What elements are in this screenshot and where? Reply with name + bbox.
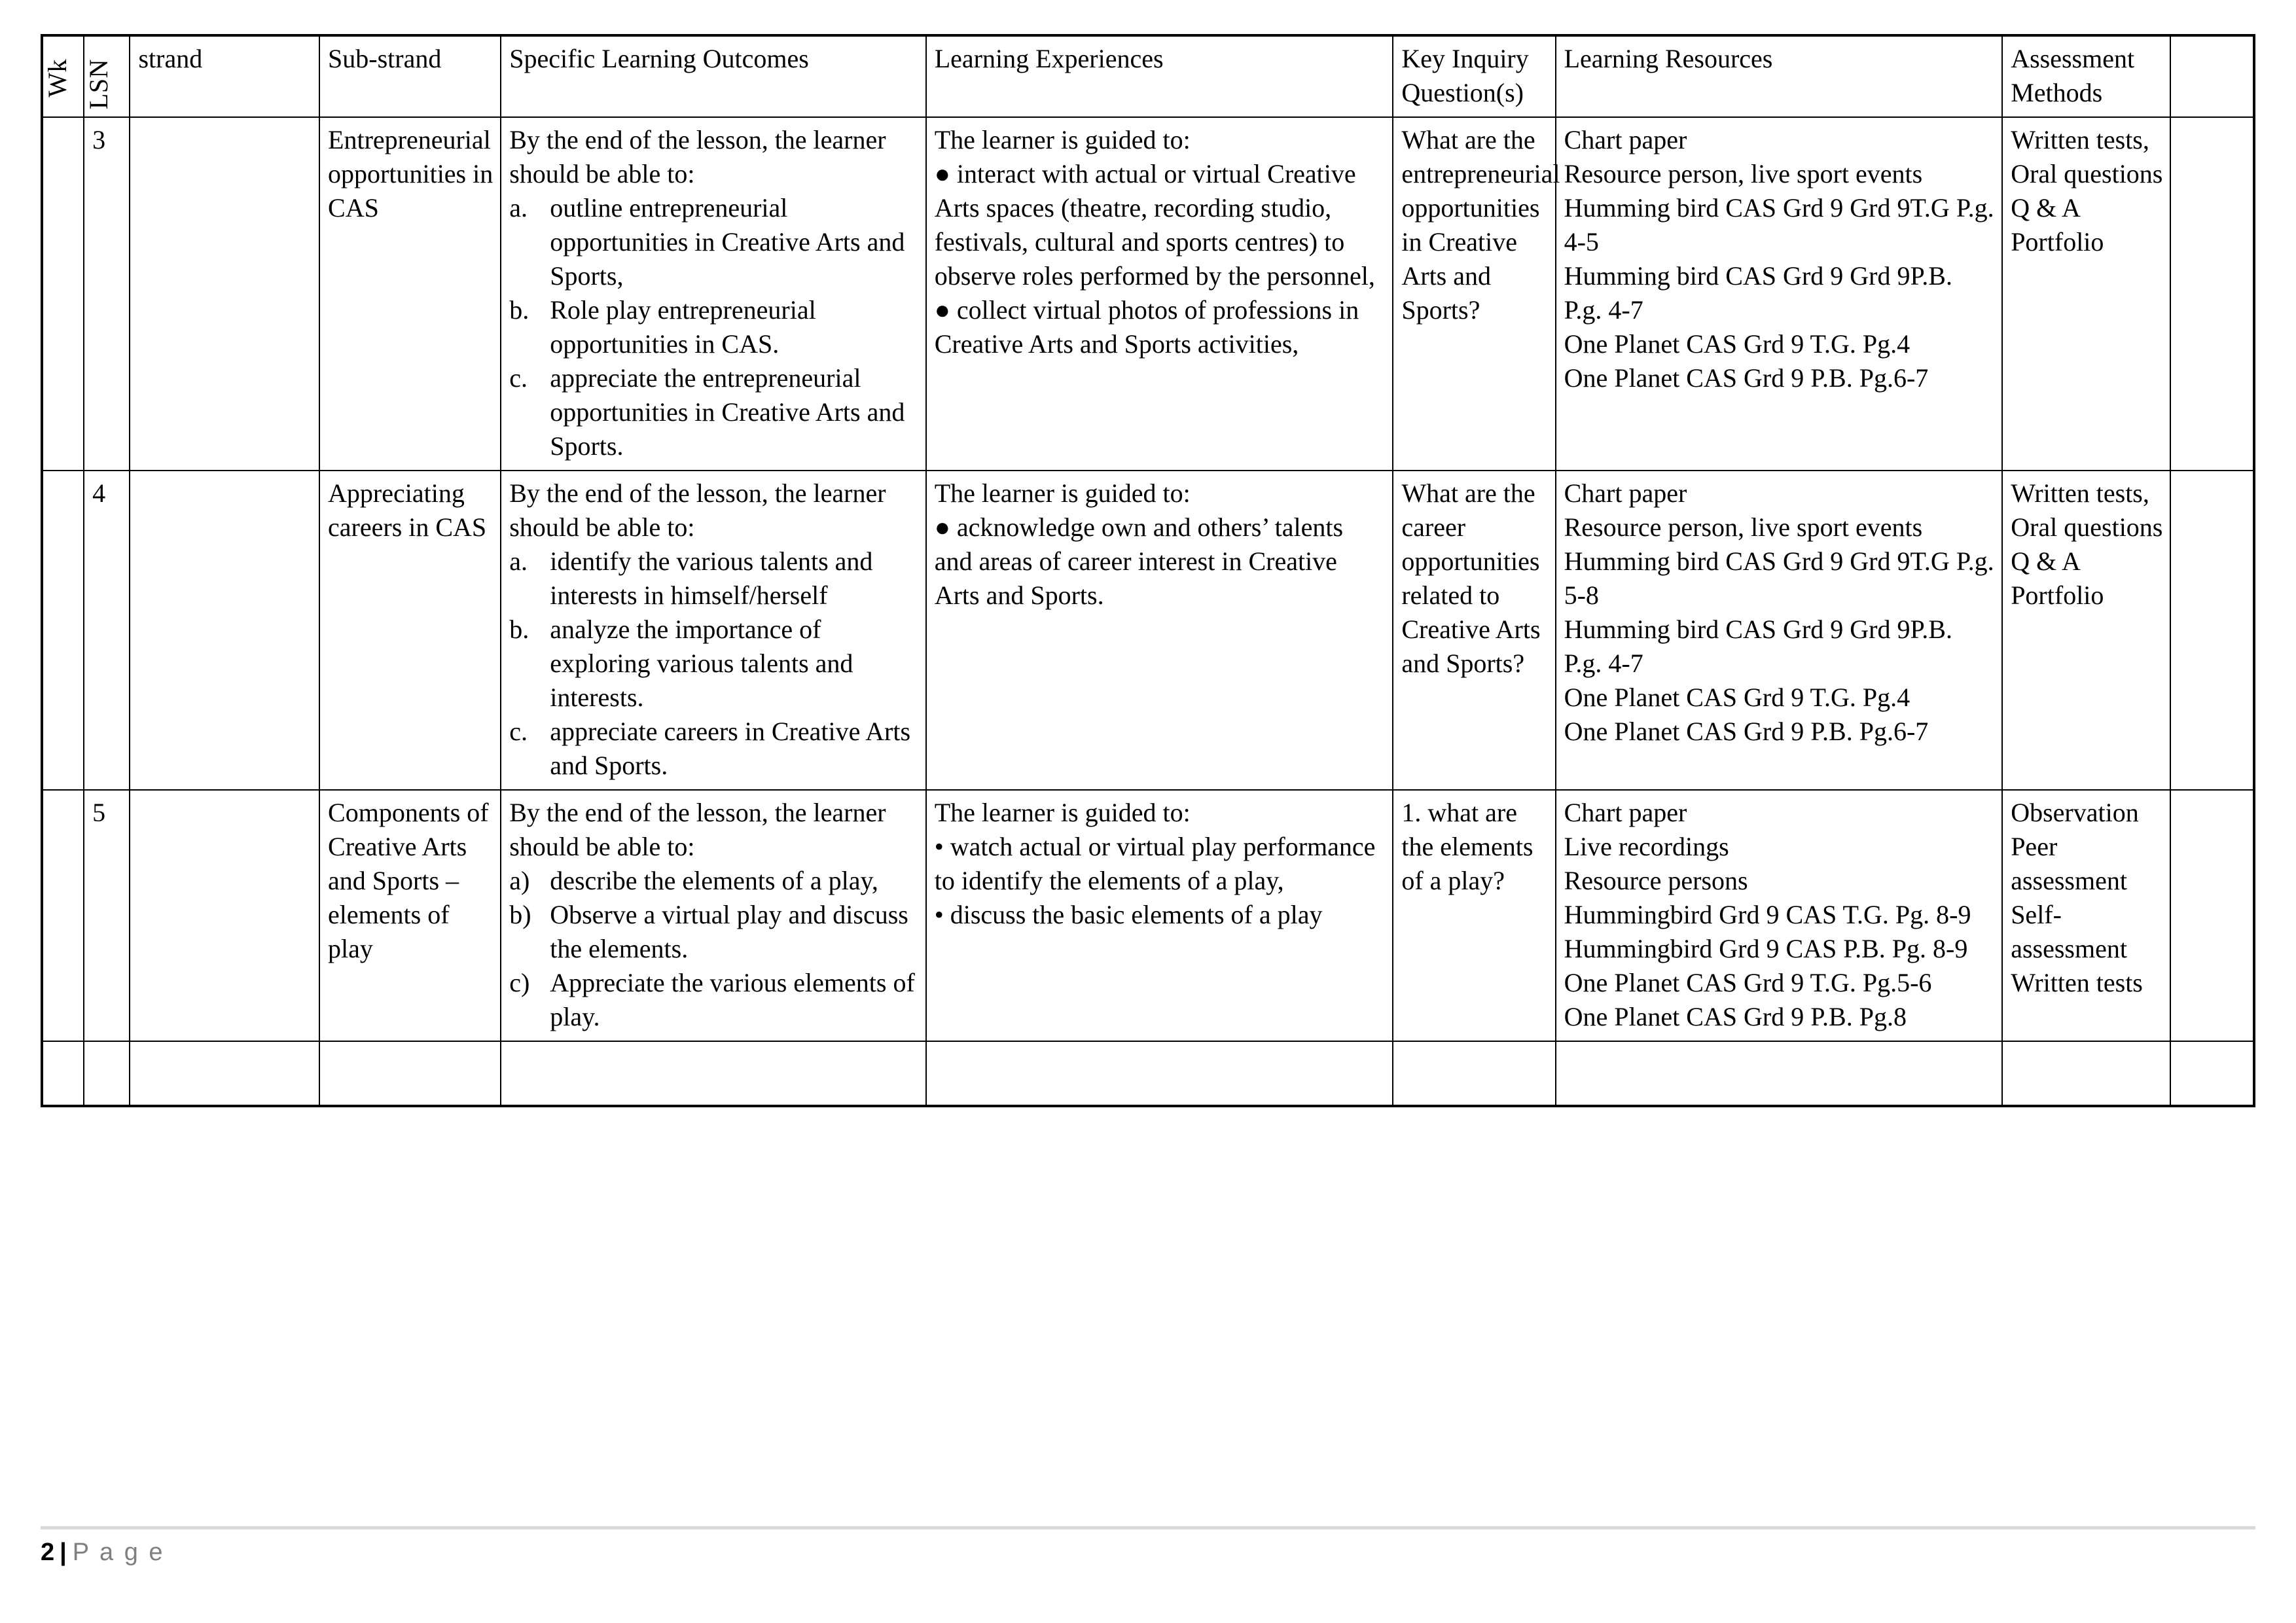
cell-strand bbox=[130, 790, 319, 1041]
slo-item-marker: c) bbox=[509, 968, 530, 997]
cell-sub-strand: Components of Creative Arts and Sports – elements of play bbox=[319, 790, 501, 1041]
slo-list-item bbox=[509, 613, 919, 715]
slo-list-item bbox=[509, 898, 919, 966]
slo-item-marker: a. bbox=[509, 193, 528, 223]
learning-experience-item bbox=[935, 157, 1386, 293]
cell-empty bbox=[42, 1041, 84, 1106]
learning-experiences-list bbox=[935, 830, 1386, 932]
slo-list bbox=[509, 544, 919, 783]
slo-list-item bbox=[509, 715, 919, 783]
learning-experiences-intro: The learner is guided to: bbox=[934, 125, 1191, 154]
cell-learning-experiences bbox=[926, 117, 1393, 471]
cell-key-inquiry-question: 1. what are the elements of a play? bbox=[1393, 790, 1555, 1041]
cell-reflection bbox=[2170, 790, 2254, 1041]
cell-specific-learning-outcomes bbox=[501, 117, 926, 471]
assessment-method-line: Peer assessment bbox=[2011, 832, 2127, 895]
learning-resource-line: Hummingbird Grd 9 CAS P.B. Pg. 8-9 bbox=[1564, 934, 1968, 963]
slo-list-item bbox=[509, 293, 919, 361]
slo-item-marker: c. bbox=[509, 717, 528, 746]
page-footer bbox=[41, 1526, 2255, 1567]
column-header-wk bbox=[42, 35, 84, 117]
cell-sub-strand: Appreciating careers in CAS bbox=[319, 471, 501, 790]
cell-strand bbox=[130, 117, 319, 471]
column-header-reflection bbox=[2170, 35, 2254, 117]
slo-list-item bbox=[509, 864, 919, 898]
learning-resource-line: One Planet CAS Grd 9 T.G. Pg.4 bbox=[1564, 329, 1910, 359]
assessment-method-line: Q & A bbox=[2011, 193, 2081, 223]
cell-lesson-number: 4 bbox=[84, 471, 130, 790]
assessment-method-line: Written tests, bbox=[2011, 125, 2149, 154]
cell-learning-resources bbox=[1556, 117, 2003, 471]
slo-item-text: Observe a virtual play and discuss the elements. bbox=[550, 900, 908, 963]
learning-experience-item bbox=[935, 293, 1386, 361]
learning-resource-line: One Planet CAS Grd 9 T.G. Pg.4 bbox=[1564, 683, 1910, 712]
footer-separator: | bbox=[60, 1539, 69, 1566]
cell-learning-experiences bbox=[926, 471, 1393, 790]
table-body bbox=[42, 117, 2254, 1106]
learning-experiences-list bbox=[935, 510, 1386, 613]
column-header-learning-resources: Learning Resources bbox=[1556, 35, 2003, 117]
table-header-row bbox=[42, 35, 2254, 117]
column-header-sub-strand: Sub-strand bbox=[319, 35, 501, 117]
learning-resource-line: One Planet CAS Grd 9 P.B. Pg.6-7 bbox=[1564, 717, 1929, 746]
learning-resource-line: One Planet CAS Grd 9 P.B. Pg.8 bbox=[1564, 1002, 1907, 1031]
learning-resource-line: Chart paper bbox=[1564, 478, 1687, 508]
cell-reflection bbox=[2170, 471, 2254, 790]
slo-item-marker: c. bbox=[509, 363, 528, 393]
assessment-method-line: Written tests bbox=[2011, 968, 2143, 997]
cell-key-inquiry-question: What are the entrepreneurial opportunities in Creative Arts and Sports? bbox=[1393, 117, 1555, 471]
learning-resource-line: One Planet CAS Grd 9 T.G. Pg.5-6 bbox=[1564, 968, 1932, 997]
assessment-header-line-2: Methods bbox=[2011, 78, 2103, 107]
slo-intro: By the end of the lesson, the learner should be able to: bbox=[509, 478, 886, 542]
assessment-header-line-1: Assessment bbox=[2011, 44, 2135, 73]
learning-resource-line: Hummingbird Grd 9 CAS T.G. Pg. 8-9 bbox=[1564, 900, 1971, 929]
slo-item-text: Role play entrepreneurial opportunities in CAS. bbox=[550, 295, 816, 359]
column-header-learning-experiences: Learning Experiences bbox=[926, 35, 1393, 117]
slo-item-marker: b. bbox=[509, 295, 529, 325]
learning-resource-line: Live recordings bbox=[1564, 832, 1729, 861]
cell-week bbox=[42, 471, 84, 790]
learning-resource-line: Resource persons bbox=[1564, 866, 1748, 895]
slo-item-text: appreciate the entrepreneurial opportunities in Creative Arts and Sports. bbox=[550, 363, 905, 461]
footer-divider bbox=[41, 1526, 2255, 1529]
slo-intro: By the end of the lesson, the learner should be able to: bbox=[509, 798, 886, 861]
cell-strand bbox=[130, 471, 319, 790]
learning-experience-text: discuss the basic elements of a play bbox=[950, 900, 1323, 929]
assessment-method-line: Q & A bbox=[2011, 546, 2081, 576]
cell-empty bbox=[2002, 1041, 2170, 1106]
learning-resource-line: Humming bird CAS Grd 9 Grd 9T.G P.g. 5-8 bbox=[1564, 546, 1994, 610]
cell-key-inquiry-question: What are the career opportunities related to Creative Arts and Sports? bbox=[1393, 471, 1555, 790]
column-header-wk-label: Wk bbox=[43, 59, 72, 98]
slo-intro: By the end of the lesson, the learner should be able to: bbox=[509, 125, 886, 188]
learning-resource-line: Humming bird CAS Grd 9 Grd 9P.B. P.g. 4-7 bbox=[1564, 615, 1952, 678]
assessment-method-line: Oral questions bbox=[2011, 512, 2163, 542]
learning-experience-text: acknowledge own and others’ talents and areas of career interest in Creative Arts and Sports. bbox=[934, 512, 1344, 610]
assessment-method-line: Written tests, bbox=[2011, 478, 2149, 508]
cell-learning-experiences bbox=[926, 790, 1393, 1041]
cell-empty bbox=[84, 1041, 130, 1106]
slo-item-text: analyze the importance of exploring various talents and interests. bbox=[550, 615, 853, 712]
cell-week bbox=[42, 790, 84, 1041]
learning-experiences-intro: The learner is guided to: bbox=[934, 798, 1191, 827]
cell-sub-strand: Entrepreneurial opportunities in CAS bbox=[319, 117, 501, 471]
bullet-icon: • bbox=[934, 832, 944, 861]
cell-specific-learning-outcomes bbox=[501, 471, 926, 790]
cell-learning-resources bbox=[1556, 471, 2003, 790]
slo-list bbox=[509, 864, 919, 1034]
cell-lesson-number: 3 bbox=[84, 117, 130, 471]
slo-item-text: Appreciate the various elements of play. bbox=[550, 968, 915, 1031]
footer-page-number: 2 bbox=[41, 1539, 55, 1566]
cell-reflection bbox=[2170, 117, 2254, 471]
slo-item-text: describe the elements of a play, bbox=[550, 866, 878, 895]
key-inquiry-header-line-1: Key Inquiry bbox=[1401, 44, 1529, 73]
cell-empty bbox=[2170, 1041, 2254, 1106]
cell-assessment-methods bbox=[2002, 471, 2170, 790]
slo-list-item bbox=[509, 361, 919, 463]
cell-assessment-methods bbox=[2002, 790, 2170, 1041]
column-header-specific-learning-outcomes: Specific Learning Outcomes bbox=[501, 35, 926, 117]
slo-item-text: appreciate careers in Creative Arts and Sports. bbox=[550, 717, 911, 780]
cell-empty bbox=[501, 1041, 926, 1106]
slo-item-marker: b) bbox=[509, 900, 531, 929]
column-header-lsn bbox=[84, 35, 130, 117]
learning-resource-line: Humming bird CAS Grd 9 Grd 9P.B. P.g. 4-7 bbox=[1564, 261, 1952, 325]
slo-list-item bbox=[509, 966, 919, 1034]
cell-empty bbox=[319, 1041, 501, 1106]
slo-item-text: outline entrepreneurial opportunities in Creative Arts and Sports, bbox=[550, 193, 905, 291]
bullet-icon: ● bbox=[934, 512, 950, 542]
assessment-method-line: Portfolio bbox=[2011, 580, 2104, 610]
slo-item-marker: b. bbox=[509, 615, 529, 644]
cell-empty bbox=[130, 1041, 319, 1106]
bullet-icon: ● bbox=[934, 295, 950, 325]
assessment-method-line: Self-assessment bbox=[2011, 900, 2127, 963]
key-inquiry-header-line-2: Question(s) bbox=[1401, 78, 1524, 107]
column-header-key-inquiry-questions bbox=[1393, 35, 1555, 117]
learning-resource-line: Chart paper bbox=[1564, 798, 1687, 827]
table-row-empty bbox=[42, 1041, 2254, 1106]
cell-specific-learning-outcomes bbox=[501, 790, 926, 1041]
table-row bbox=[42, 471, 2254, 790]
column-header-assessment-methods bbox=[2002, 35, 2170, 117]
assessment-method-line: Portfolio bbox=[2011, 227, 2104, 257]
scheme-of-work-table-wrapper bbox=[41, 34, 2255, 1107]
footer-page-word: P a g e bbox=[72, 1539, 165, 1566]
cell-empty bbox=[1393, 1041, 1555, 1106]
slo-list-item bbox=[509, 191, 919, 293]
table-row bbox=[42, 790, 2254, 1041]
learning-resource-line: Resource person, live sport events bbox=[1564, 159, 1923, 188]
learning-experience-text: watch actual or virtual play performance to identify the elements of a play, bbox=[934, 832, 1376, 895]
scheme-of-work-table bbox=[41, 34, 2255, 1107]
cell-empty bbox=[926, 1041, 1393, 1106]
cell-lesson-number: 5 bbox=[84, 790, 130, 1041]
bullet-icon: ● bbox=[934, 159, 950, 188]
learning-experience-text: collect virtual photos of professions in Creative Arts and Sports activities, bbox=[934, 295, 1359, 359]
learning-experience-item bbox=[935, 830, 1386, 898]
learning-experience-item bbox=[935, 510, 1386, 613]
column-header-strand: strand bbox=[130, 35, 319, 117]
slo-list-item bbox=[509, 544, 919, 613]
footer-page-label bbox=[41, 1539, 2255, 1567]
slo-item-marker: a. bbox=[509, 546, 528, 576]
bullet-icon: • bbox=[934, 900, 944, 929]
learning-experience-item bbox=[935, 898, 1386, 932]
learning-resource-line: Resource person, live sport events bbox=[1564, 512, 1923, 542]
cell-assessment-methods bbox=[2002, 117, 2170, 471]
learning-experience-text: interact with actual or virtual Creative Arts spaces (theatre, recording studio, festivals, cultural and sports centres) to observe roles performed by the personnel, bbox=[934, 159, 1375, 291]
table-row bbox=[42, 117, 2254, 471]
slo-list bbox=[509, 191, 919, 463]
cell-learning-resources bbox=[1556, 790, 2003, 1041]
slo-item-marker: a) bbox=[509, 866, 530, 895]
learning-experiences-intro: The learner is guided to: bbox=[934, 478, 1191, 508]
learning-resource-line: One Planet CAS Grd 9 P.B. Pg.6-7 bbox=[1564, 363, 1929, 393]
column-header-lsn-label: LSN bbox=[84, 59, 114, 110]
assessment-method-line: Oral questions bbox=[2011, 159, 2163, 188]
cell-empty bbox=[1556, 1041, 2003, 1106]
learning-resource-line: Chart paper bbox=[1564, 125, 1687, 154]
cell-week bbox=[42, 117, 84, 471]
learning-experiences-list bbox=[935, 157, 1386, 361]
learning-resource-line: Humming bird CAS Grd 9 Grd 9T.G P.g. 4-5 bbox=[1564, 193, 1994, 257]
slo-item-text: identify the various talents and interests in himself/herself bbox=[550, 546, 873, 610]
assessment-method-line: Observation bbox=[2011, 798, 2139, 827]
